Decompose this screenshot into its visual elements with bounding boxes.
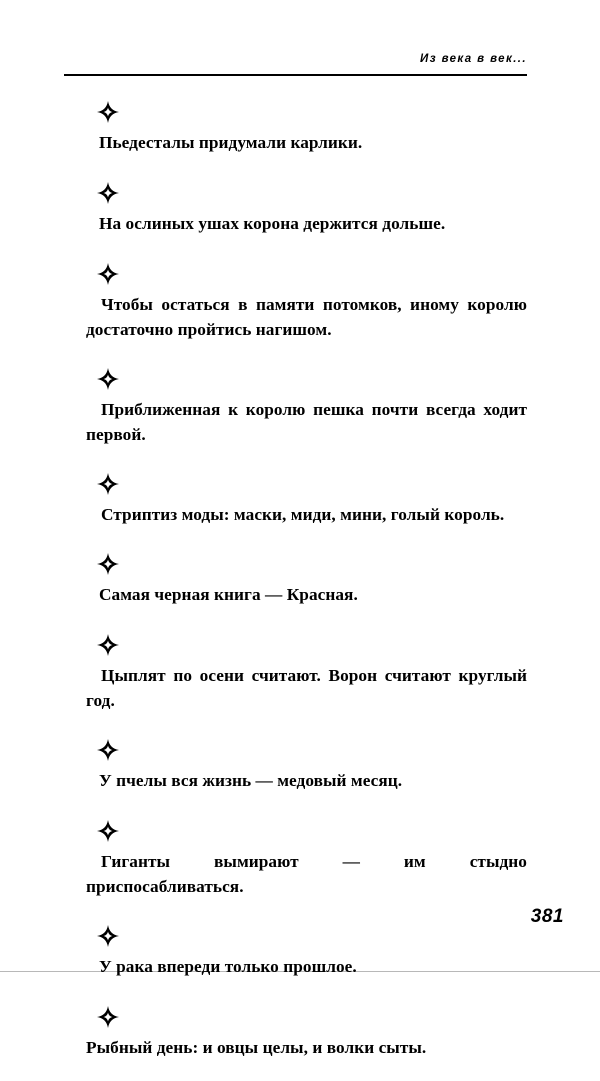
aphorism: У рака впереди только прошлое.	[99, 957, 357, 976]
aphorism: Приближенная к королю пешка почти всегда ходит первой.	[86, 400, 527, 444]
horizontal-rule-icon	[64, 74, 527, 76]
aphorism: Гиганты вымирают — им стыдно приспосабливаться.	[86, 852, 527, 896]
aphorism: У пчелы вся жизнь — медовый месяц.	[99, 771, 403, 790]
aphorism: Стриптиз моды: маски, миди, мини, голый король.	[101, 505, 505, 524]
page-number: 381	[530, 906, 564, 927]
four-pointed-star-icon	[86, 473, 527, 502]
text-column	[86, 95, 527, 1081]
aphorism: Чтобы остаться в памяти потомков, иному королю достаточно пройтись нагишом.	[86, 295, 527, 339]
entry-spacer	[86, 342, 527, 362]
four-pointed-star-icon	[86, 634, 527, 663]
aphorism: Самая черная книга — Красная.	[99, 585, 358, 604]
entry-spacer	[86, 713, 527, 733]
aphorism: Рыбный день: и овцы целы, и волки сыты.	[86, 1038, 427, 1057]
four-pointed-star-icon	[86, 820, 527, 849]
entry-spacer	[86, 527, 527, 547]
running-head	[64, 52, 527, 80]
aphorism: Пьедесталы придумали карлики.	[99, 133, 363, 152]
entry-spacer	[86, 607, 527, 628]
entry-spacer	[86, 979, 527, 1000]
four-pointed-star-icon	[86, 1006, 527, 1035]
entry-spacer	[86, 899, 527, 919]
entry-spacer	[86, 1060, 527, 1081]
four-pointed-star-icon	[86, 263, 527, 292]
four-pointed-star-icon	[86, 182, 527, 211]
aphorism: Цыплят по осени считают. Ворон считают круглый год.	[86, 666, 527, 710]
four-pointed-star-icon	[86, 101, 527, 130]
entry-spacer	[86, 155, 527, 176]
entry-spacer	[86, 447, 527, 467]
entry-spacer	[86, 793, 527, 814]
running-head-title: Из века в век...	[420, 53, 527, 65]
four-pointed-star-icon	[86, 739, 527, 768]
four-pointed-star-icon	[86, 553, 527, 582]
entry-spacer	[86, 236, 527, 257]
aphorism: На ослиных ушах корона держится дольше.	[99, 214, 446, 233]
four-pointed-star-icon	[86, 925, 527, 954]
four-pointed-star-icon	[86, 368, 527, 397]
